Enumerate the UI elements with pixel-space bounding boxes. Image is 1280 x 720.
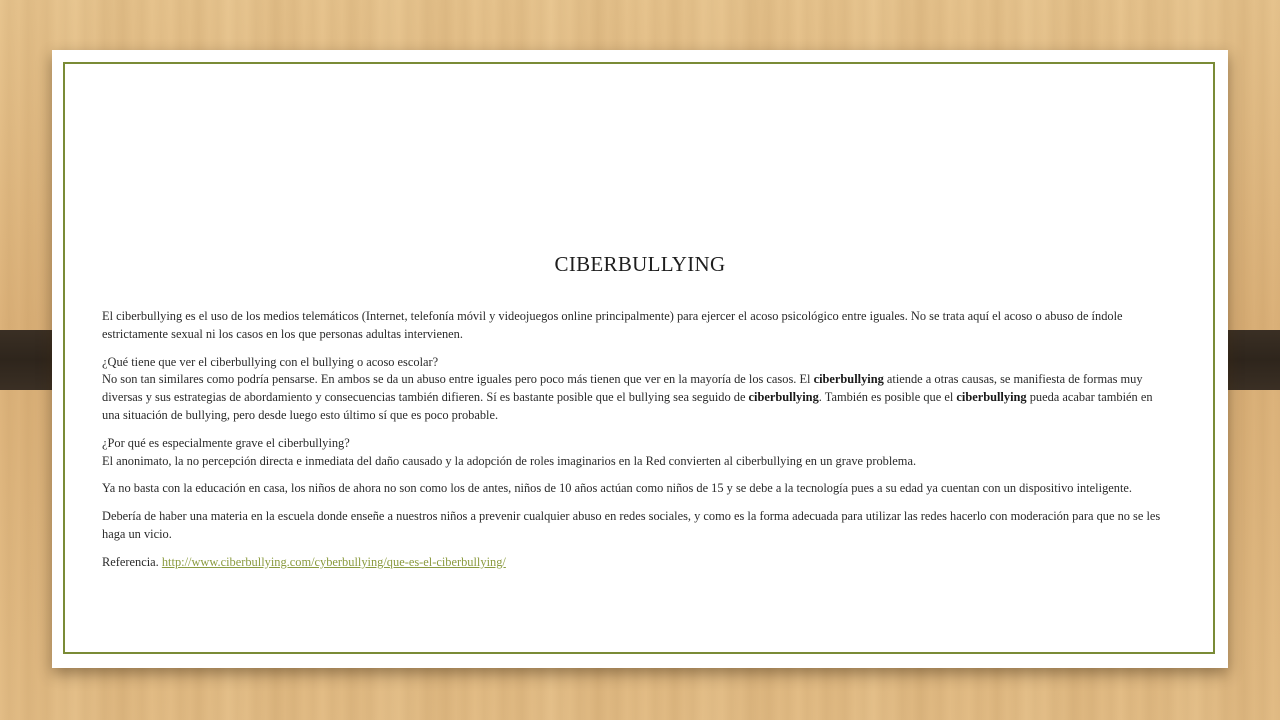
reference-label: Referencia. — [102, 554, 162, 569]
slide — [52, 50, 1228, 668]
slide-body — [102, 308, 1164, 582]
question-2-block — [102, 435, 1164, 471]
reference-link[interactable]: http://www.ciberbullying.com/cyberbullying/que-es-el-ciberbullying/ — [161, 554, 506, 569]
reference-line — [102, 554, 1164, 572]
paragraph-3: Ya no basta con la educación en casa, los niños de ahora no son como los de antes, niños de 10 años actúan como niños de 15 y se debe a la tecnología pues a su edad ya cuentan con un dispositivo inteligente. — [102, 481, 1132, 496]
answer-2: El anonimato, la no percepción directa e inmediata del daño causado y la adopción de roles imaginarios en la Red convierten al ciberbullying en un grave problema. — [102, 453, 917, 468]
answer-1-bold-3: ciberbullying — [956, 390, 1027, 405]
answer-1-part-2: atiende a otras causas, se manifiesta de formas muy diversas y sus estrategias de abordamiento y consecuencias también difieren. Sí es bastante posible que el bullying sea seguido de — [102, 372, 1143, 405]
slide-title: CIBERBULLYING — [554, 252, 726, 276]
question-2: ¿Por qué es especialmente grave el ciberbullying? — [102, 435, 350, 450]
paragraph-4: Debería de haber una materia en la escuela donde enseñe a nuestros niños a prevenir cualquier abuso en redes sociales, y como es la forma adecuada para utilizar las redes hacerlo con moderación para que no se les haga un vicio. — [102, 509, 1161, 541]
intro-paragraph: El ciberbullying es el uso de los medios telemáticos (Internet, telefonía móvil y videojuegos online principalmente) para ejercer el acoso psicológico entre iguales. No se trata aquí el acoso o abuso de índole estrictamente sexual ni los casos en los que personas adultas intervienen. — [102, 309, 1123, 341]
question-1-block — [102, 354, 1164, 425]
wood-shelf-left — [0, 330, 54, 390]
answer-1-part-4: pueda acabar también en una situación de bullying, pero desde luego esto último sí que es poco probable. — [102, 390, 1153, 422]
answer-1-part-1: No son tan similares como podría pensarse. En ambos se da un abuso entre iguales pero poco más tienen que ver en la mayoría de los casos. El — [102, 372, 814, 387]
answer-1-part-3: . También es posible que el — [818, 390, 957, 405]
answer-1-bold-1: ciberbullying — [813, 372, 884, 387]
answer-1-bold-2: ciberbullying — [748, 390, 819, 405]
question-1: ¿Qué tiene que ver el ciberbullying con el bullying o acoso escolar? — [102, 354, 439, 369]
